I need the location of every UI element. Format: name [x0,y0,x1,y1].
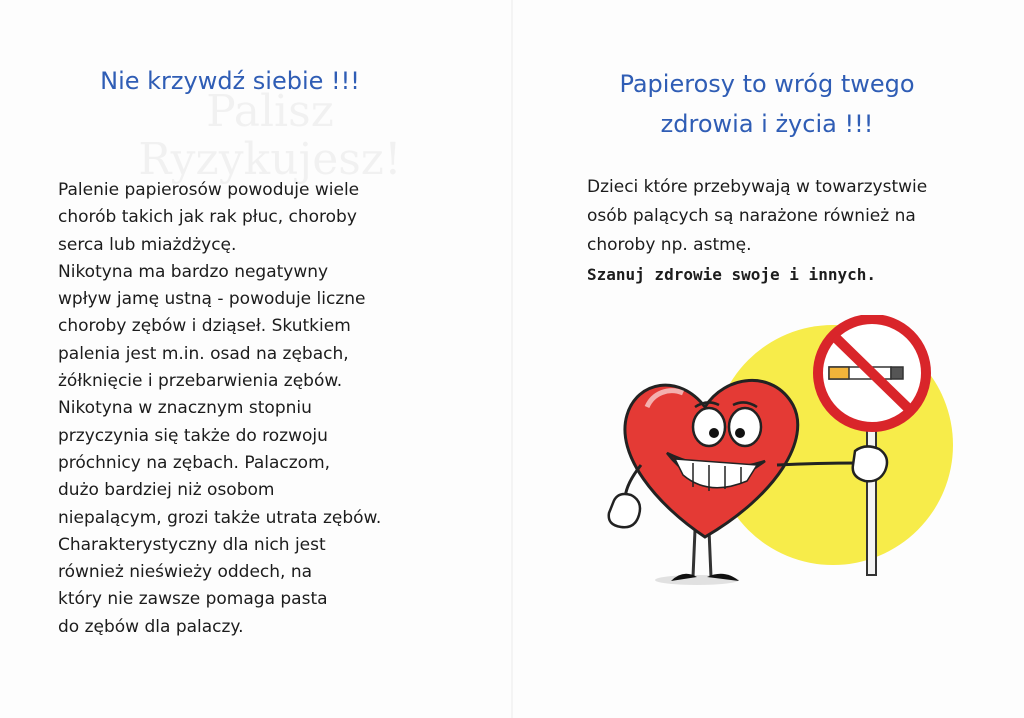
body-line: przyczynia się także do rozwoju [58,425,328,446]
left-page-title: Nie krzywdź siebie !!! [100,67,360,95]
body-line: serca lub miażdżycę. [58,234,237,255]
right-page-body [587,173,987,289]
right-title-line: Papierosy to wróg twego [619,70,915,98]
body-line: chorób takich jak rak płuc, choroby [58,207,357,228]
body-line: dużo bardziej niż osobom [58,480,275,501]
body-line: który nie zawsze pomaga pasta [58,589,328,610]
left-page-body [58,177,438,641]
right-page [512,0,1024,718]
bold-slogan: Szanuj zdrowie swoje i innych. [587,265,876,284]
body-line: próchnicy na zębach. Palaczom, [58,452,331,473]
body-line: Charakterystyczny dla nich jest [58,534,326,555]
body-line: Palenie papierosów powoduje wiele [58,180,360,200]
right-page-title [552,64,982,144]
body-line: również nieświeży oddech, na [58,562,313,583]
body-line: niepalącym, grozi także utrata zębów. [58,507,382,528]
heart-no-smoking-sign-icon [597,315,957,590]
body-line: żółknięcie i przebarwienia zębów. [58,371,343,392]
body-line: Nikotyna ma bardzo negatywny [58,261,329,282]
body-line: choroby np. astmę. [587,235,752,255]
body-line: palenia jest m.in. osad na zębach, [58,343,349,364]
body-line: Nikotyna w znacznym stopniu [58,398,312,419]
body-line: wpływ jamę ustną - powoduje liczne [58,289,366,310]
body-line: Dzieci które przebywają w towarzystwie [587,177,928,197]
body-line: do zębów dla palaczy. [58,616,244,637]
bleed-through-ghost-text [110,88,430,184]
body-line: choroby zębów i dziąseł. Skutkiem [58,316,351,337]
body-line: osób palących są narażone również na [587,206,916,226]
right-title-line: zdrowia i życia !!! [660,110,874,138]
